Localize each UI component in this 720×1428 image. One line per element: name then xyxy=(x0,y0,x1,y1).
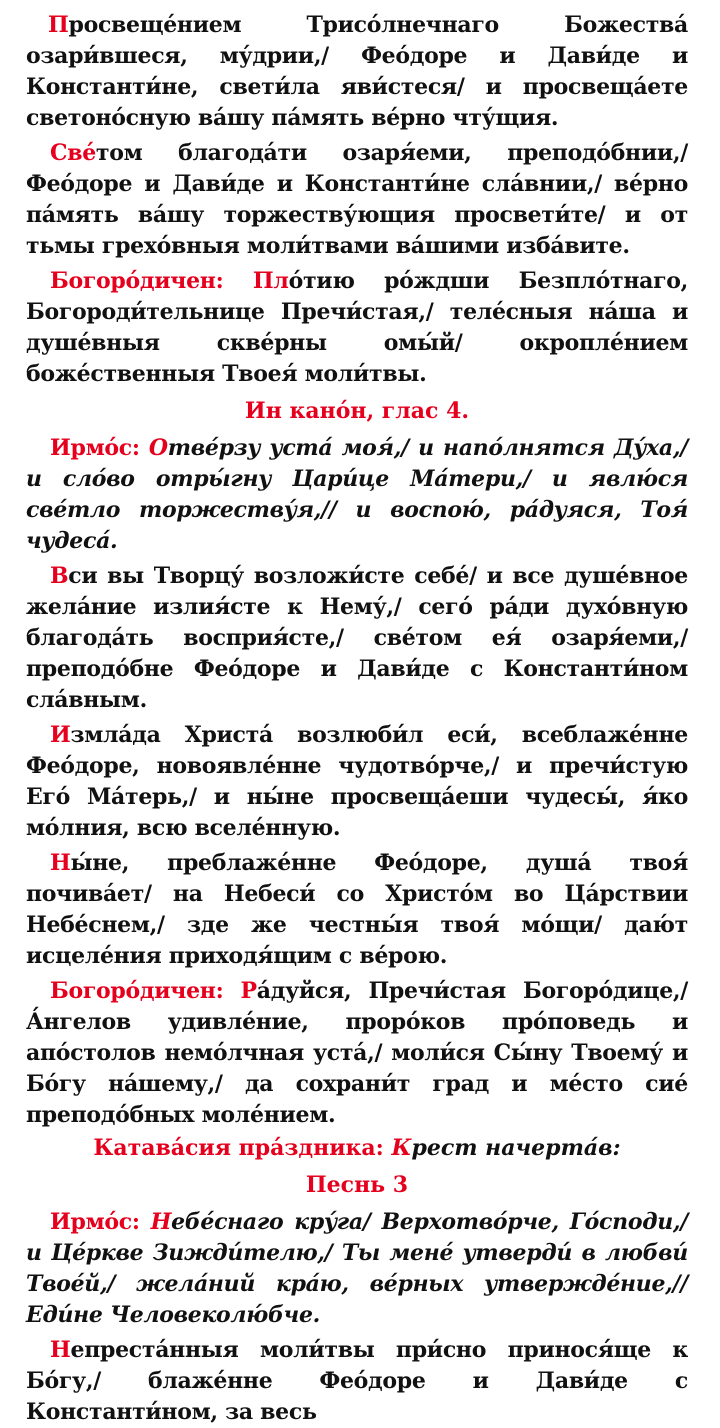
katavasia-incipit: рест начерта́в: xyxy=(411,1135,621,1161)
rubric-label: Катава́сия пра́здника: xyxy=(93,1135,384,1161)
drop-initial: Пл xyxy=(223,268,289,294)
theotokion-1 xyxy=(26,266,688,390)
drop-initial: В xyxy=(50,563,69,589)
drop-initial: Р xyxy=(223,978,257,1004)
troparion-2 xyxy=(26,138,688,262)
drop-initial: П xyxy=(48,12,69,38)
troparion-5 xyxy=(26,848,688,972)
irmos-1 xyxy=(26,433,688,557)
troparion-3 xyxy=(26,561,688,716)
section-heading-ode: Песнь 3 xyxy=(305,1172,409,1198)
drop-initial: Све xyxy=(50,140,96,166)
drop-initial: К xyxy=(383,1135,412,1161)
troparion-text: о́тию ро́ждши Безпло́тнаго, Богороди́тельнице Пречи́стая,/ теле́сныя на́ша и душе́вныя скве́рны омы́й/ окропле́нием боже́ственныя Твоея́ моли́твы. xyxy=(26,268,689,387)
troparion-text: епреста́нныя моли́твы при́сно принося́ще к Бо́гу,/ блаже́нне Фео́доре и Дави́де с Константи́ном, за весь xyxy=(26,1337,688,1425)
drop-initial: Н xyxy=(50,850,71,876)
rubric-label: Богоро́дичен: xyxy=(50,268,224,294)
troparion-text: ́том благода́ти озаря́еми, преподо́бнии,/ Фео́доре и Дави́де и Константи́не сла́внии,/ ве́рно па́мять ва́шу торжеству́ющия просвети́те/ и от тьмы грехо́вныя моли́твами ва́шими изба́вите. xyxy=(26,140,688,259)
drop-initial: О xyxy=(139,435,168,461)
irmos-2 xyxy=(26,1207,688,1331)
troparion-1 xyxy=(26,10,688,134)
section-heading-canon: Ин кано́н, глас 4. xyxy=(244,398,470,424)
troparion-text: росвеще́нием Трисо́лнечнаго Божества́ озари́вшеся, му́дрии,/ Фео́доре и Дави́де и Константи́не, свети́ла яви́стеся/ и просвеща́ете светоно́сную ва́шу па́мять ве́рно чту́щия. xyxy=(26,12,688,131)
katavasia-heading xyxy=(26,1133,688,1164)
troparion-text: ы́не, преблаже́нне Фео́доре, душа́ твоя́ почива́ет/ на Небеси́ со Христо́м во Ца́рствии Небе́снем,/ зде же честны́я твоя́ мо́щи/ даю́т исцеле́ния приходя́щим с ве́рою. xyxy=(26,850,688,969)
troparion-6 xyxy=(26,1335,688,1428)
irmos-text: ебе́снаго кру́га/ Верхотво́рче, Го́споди,/ и Це́ркве Зижди́телю,/ Ты мене́ утверди́ в любви́ Твое́й,/ жела́ний кра́ю, ве́рных утвержде́ние,// Еди́не Человеколю́бче. xyxy=(26,1209,688,1328)
troparion-text: а́дуйся, Пречи́стая Богоро́дице,/ А́нгелов удивле́ние, проро́ков про́поведь и апо́столов немо́лчная уста́,/ моли́ся Сы́ну Твоему́ и Бо́гу на́шему,/ да сохрани́т град и ме́сто сие́ преподо́бных моле́нием. xyxy=(26,978,688,1128)
theotokion-2 xyxy=(26,976,688,1131)
irmos-text: тве́рзу уста́ моя́,/ и напо́лнятся Ду́ха,/ и сло́во отры́гну Цари́це Ма́тери,/ и явлю́ся све́тло торжеству́я,// и воспою́, ра́дуяся, Тоя́ чудеса́. xyxy=(26,435,688,554)
troparion-text: си вы Творцу́ возложи́сте себе́/ и все душе́вное жела́ние излия́сте к Нему́,/ сего́ ра́ди духо́вную благода́ть восприя́сте,/ све́том ея́ озаря́еми,/ преподо́бне Фео́доре и Дави́де с Константи́ном сла́вным. xyxy=(26,563,688,713)
drop-initial: И xyxy=(50,722,71,748)
drop-initial: Н xyxy=(139,1209,172,1235)
rubric-label: Ирмо́с: xyxy=(50,1209,140,1235)
troparion-4 xyxy=(26,720,688,844)
drop-initial: Н xyxy=(50,1337,71,1363)
rubric-label: Ирмо́с: xyxy=(50,435,140,461)
troparion-text: змла́да Христа́ возлюби́л еси́, всеблаже́нне Фео́доре, новоявле́нне чудотво́рче,/ и пречи́стую Его́ Ма́терь,/ и ны́не просвеща́еши чудесы́, я́ко мо́лния, всю вселе́нную. xyxy=(26,722,688,841)
rubric-label: Богоро́дичен: xyxy=(50,978,224,1004)
